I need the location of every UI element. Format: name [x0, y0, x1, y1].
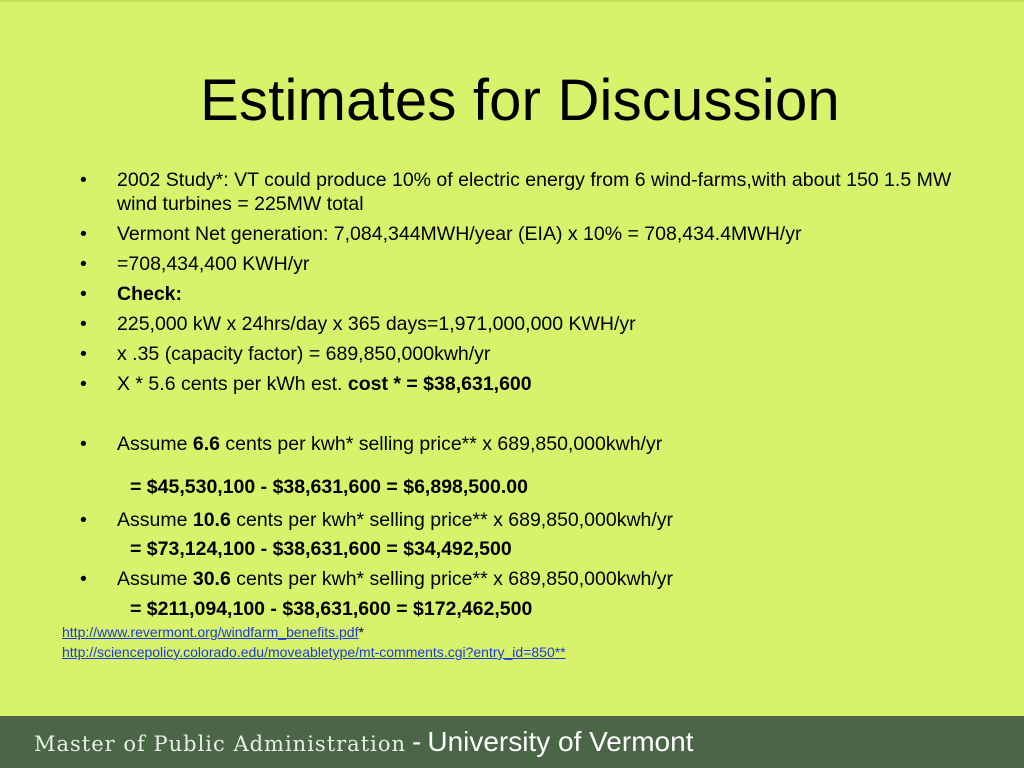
equation-10-6: = $73,124,100 - $38,631,600 = $34,492,500	[130, 538, 512, 560]
reference-1-marker: *	[358, 624, 364, 640]
assume-price: 6.6	[192, 433, 220, 455]
bullet-cost	[80, 372, 960, 396]
footer-university: University of Vermont	[427, 726, 694, 757]
footer-bar	[0, 716, 1024, 768]
bullet-glyph: •	[80, 343, 87, 365]
reference-2	[62, 642, 566, 662]
footer-program: Master of Public Administration	[34, 732, 407, 756]
bullet-study-text: 2002 Study*: VT could produce 10% of electric energy from 6 wind-farms,with about 150 1.5 MW wind turbines = 225MW total	[117, 169, 952, 215]
bullet-net-generation	[80, 222, 960, 246]
bullet-net-generation-text: Vermont Net generation: 7,084,344MWH/year (EIA) x 10% = 708,434.4MWH/yr	[117, 223, 802, 245]
reference-link-sciencepolicy[interactable]: http://sciencepolicy.colorado.edu/moveabletype/mt-comments.cgi?entry_id=850**	[62, 644, 566, 660]
slide-title: Estimates for Discussion	[200, 68, 840, 133]
assume-label: Assume	[117, 433, 193, 455]
bullet-check	[80, 282, 960, 306]
assume-label: Assume	[117, 509, 193, 531]
bullet-cost-value: cost * = $38,631,600	[347, 373, 532, 395]
bullet-kwh-text: =708,434,400 KWH/yr	[117, 253, 310, 275]
footer-separator: -	[412, 726, 422, 757]
bullet-glyph: •	[80, 509, 87, 531]
bullet-glyph: •	[80, 313, 87, 335]
equation-30-6: = $211,094,100 - $38,631,600 = $172,462,500	[130, 598, 533, 620]
assume-text: cents per kwh* selling price** x 689,850,000kwh/yr	[219, 433, 663, 455]
bullet-calc	[80, 312, 960, 336]
bullet-glyph: •	[80, 169, 87, 191]
references	[62, 622, 566, 662]
assume-label: Assume	[117, 568, 193, 590]
assume-price: 10.6	[192, 509, 231, 531]
bullet-glyph: •	[80, 223, 87, 245]
footer-text	[34, 726, 693, 758]
bullet-study	[80, 168, 960, 216]
bullet-glyph: •	[80, 373, 87, 395]
bullet-glyph: •	[80, 253, 87, 275]
bullet-kwh	[80, 252, 960, 276]
reference-1	[62, 622, 566, 642]
bullet-calc-text: 225,000 kW x 24hrs/day x 365 days=1,971,000,000 KWH/yr	[117, 313, 636, 335]
bullet-capacity	[80, 342, 960, 366]
top-rule	[0, 0, 1024, 2]
bullet-list-3	[80, 567, 960, 591]
bullet-assume-6-6	[80, 432, 960, 456]
assume-price: 30.6	[192, 568, 231, 590]
reference-link-revermont[interactable]: http://www.revermont.org/windfarm_benefits.pdf	[62, 624, 359, 640]
bullet-glyph: •	[80, 568, 87, 590]
equation-6-6: = $45,530,100 - $38,631,600 = $6,898,500.00	[130, 476, 528, 498]
assume-text: cents per kwh* selling price** x 689,850,000kwh/yr	[230, 568, 674, 590]
bullet-assume-30-6	[80, 567, 960, 591]
bullet-glyph: •	[80, 283, 87, 305]
bullet-assume-10-6	[80, 508, 960, 532]
bullet-glyph: •	[80, 433, 87, 455]
bullet-cost-text: X * 5.6 cents per kWh est.	[117, 373, 348, 395]
bullet-list	[80, 168, 960, 456]
bullet-check-text: Check:	[117, 283, 183, 305]
bullet-capacity-text: x .35 (capacity factor) = 689,850,000kwh/yr	[117, 343, 491, 365]
assume-text: cents per kwh* selling price** x 689,850,000kwh/yr	[230, 509, 674, 531]
bullet-list-2	[80, 508, 960, 532]
